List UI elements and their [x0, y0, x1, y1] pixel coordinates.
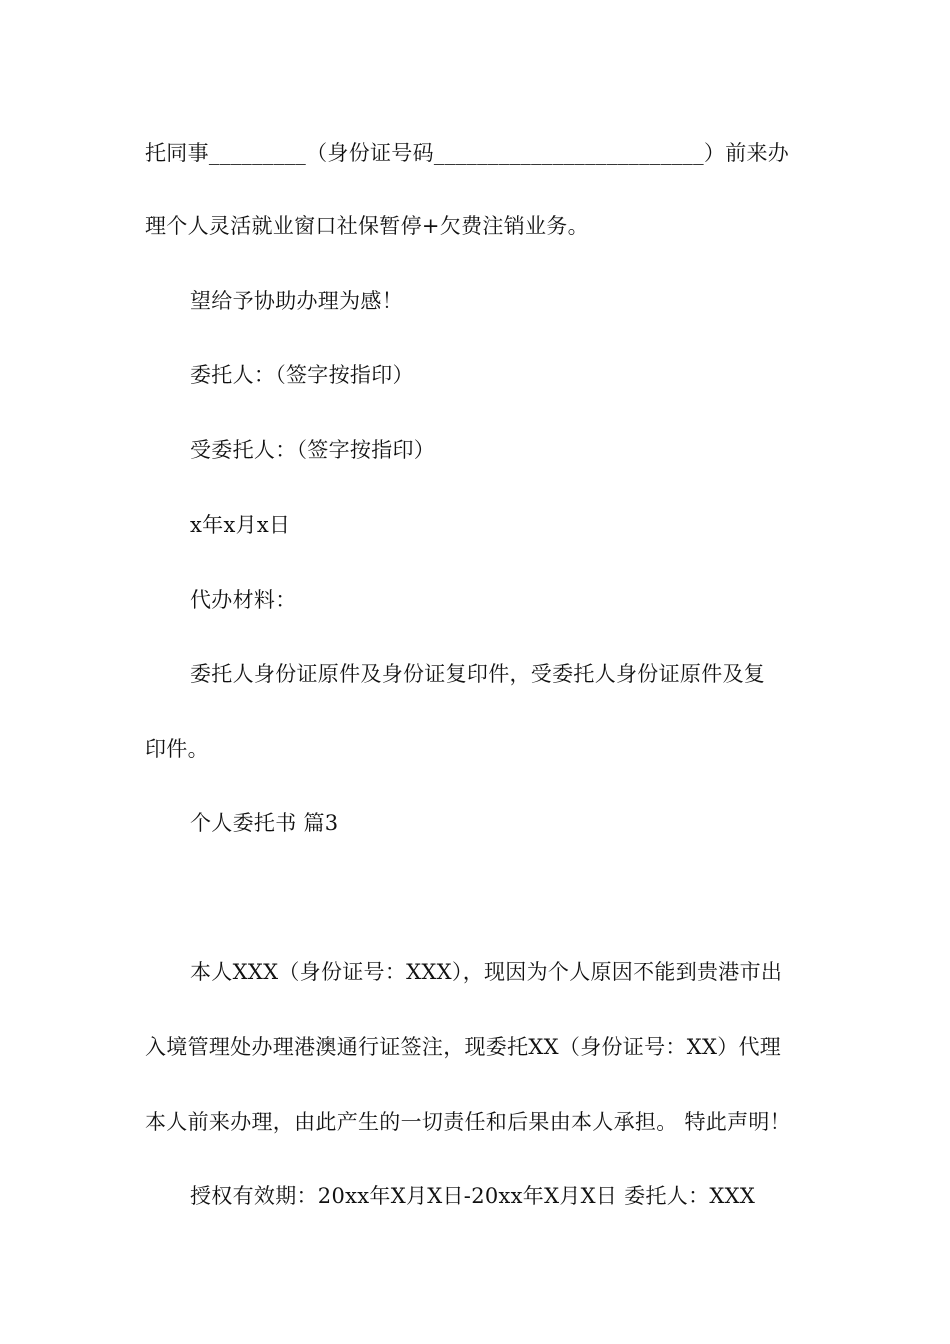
text-line: 委托人身份证原件及身份证复印件，受委托人身份证原件及复: [190, 662, 766, 686]
text-line: 入境管理处办理港澳通行证签注，现委托XX（身份证号：XX）代理: [145, 1035, 782, 1059]
text-line: 本人XXX（身份证号：XXX），现因为个人原因不能到贵港市出: [190, 960, 783, 984]
text-line: 本人前来办理，由此产生的一切责任和后果由本人承担。 特此声明！: [145, 1110, 791, 1134]
section-heading: 个人委托书 篇3: [190, 811, 339, 835]
text-line: 望给予协助办理为感！: [190, 289, 403, 313]
text-line: 代办材料：: [190, 588, 297, 612]
text-line: 托同事_________（身份证号码_________________________）前来办: [145, 141, 790, 165]
date-line: x年x月x日: [190, 513, 291, 537]
text-line: 理个人灵活就业窗口社保暂停+欠费注销业务。: [145, 214, 589, 238]
text-line: 受委托人：（签字按指印）: [190, 438, 436, 462]
text-line: 授权有效期：20xx年X月X日-20xx年X月X日 委托人：XXX: [190, 1184, 756, 1208]
text-line: 委托人：（签字按指印）: [190, 363, 414, 387]
text-line: 印件。: [145, 737, 209, 761]
